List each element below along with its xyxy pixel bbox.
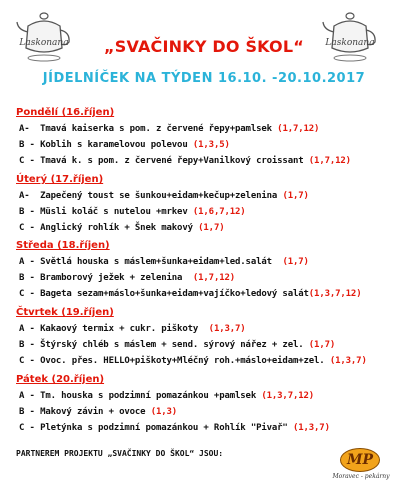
allergens: (1,7,12) xyxy=(308,156,351,166)
allergens: (1,3,5) xyxy=(192,140,230,150)
allergens: (1,7) xyxy=(308,340,336,350)
menu-item-monday-a xyxy=(19,124,319,134)
item-text: Tmavá k. s pom. z červené řepy+Vanilkový croissant xyxy=(40,156,309,166)
item-letter: B - xyxy=(19,207,41,217)
item-letter: A- xyxy=(19,191,41,201)
item-letter: C - xyxy=(19,223,41,233)
item-letter: A- xyxy=(19,124,41,134)
item-letter: B - xyxy=(19,273,41,283)
menu-item-wednesday-c xyxy=(19,289,361,299)
page-title: „SVAČINKY DO ŠKOL“ xyxy=(104,37,304,56)
allergens: (1,3,7) xyxy=(292,423,330,433)
item-text: Anglický rohlík + Šnek makový xyxy=(40,223,199,233)
allergens: (1,6,7,12) xyxy=(192,207,246,217)
menu-item-thursday-c xyxy=(19,356,367,366)
item-text: Müsli koláč s nutelou +mrkev xyxy=(40,207,193,217)
item-letter: A - xyxy=(19,257,41,267)
day-heading-friday: Pátek (20.říjen) xyxy=(16,374,105,385)
menu-item-tuesday-a xyxy=(19,191,309,201)
menu-item-monday-b xyxy=(19,140,230,150)
partner-footer-text: PARTNEREM PROJEKTU „SVAČINKY DO ŠKOL“ JSOU: xyxy=(16,449,224,458)
item-text: Pletýnka s podzimní pomazánkou + Rohlík "Pivař" xyxy=(40,423,293,433)
menu-item-wednesday-b xyxy=(19,273,235,283)
allergens: (1,7,12) xyxy=(277,124,320,134)
item-text: Zapečený toust se šunkou+eidam+kečup+zelenina xyxy=(40,191,283,201)
item-letter: C - xyxy=(19,289,41,299)
menu-item-monday-c xyxy=(19,156,351,166)
allergens: (1,7,12) xyxy=(192,273,236,283)
menu-week-heading: JÍDELNÍČEK NA TÝDEN 16.10. -20.10.2017 xyxy=(42,71,366,86)
item-text: Kakaový termix + cukr. piškoty xyxy=(40,324,209,334)
item-text: Koblih s karamelovou polevou xyxy=(40,140,193,150)
item-text: Štýrský chléb s máslem + send. sýrový nářez + zel. xyxy=(40,340,309,350)
item-letter: B - xyxy=(19,407,41,417)
item-text: Tm. houska s podzimní pomazánkou +pamlsek xyxy=(40,391,262,401)
item-text: Bageta sezam+máslo+šunka+eidam+vajíčko+ledový salát xyxy=(40,289,309,299)
item-letter: A - xyxy=(19,391,41,401)
menu-item-wednesday-a xyxy=(19,257,309,267)
item-text: Ovoc. přes. HELLO+piškoty+Mléčný roh.+máslo+eidam+zel. xyxy=(40,356,330,366)
moravec-pekarny-logo xyxy=(332,448,390,488)
allergens: (1,3,7,12) xyxy=(261,391,315,401)
item-letter: C - xyxy=(19,356,41,366)
item-text: Tmavá kaiserka s pom. z červené řepy+pamlsek xyxy=(40,124,278,134)
allergens: (1,3) xyxy=(150,407,178,417)
menu-item-friday-b xyxy=(19,407,177,417)
item-text: Makový závin + ovoce xyxy=(40,407,151,417)
item-letter: A - xyxy=(19,324,41,334)
mp-logo-caption: Moravec - pekárny xyxy=(332,473,390,480)
logo-text: Laskonana xyxy=(325,38,375,48)
item-text: Světlá houska s máslem+šunka+eidam+led.salát xyxy=(40,257,283,267)
item-letter: B - xyxy=(19,140,41,150)
allergens: (1,7) xyxy=(198,223,225,233)
day-heading-thursday: Čtvrtek (19.říjen) xyxy=(16,307,114,318)
allergens: (1,3,7) xyxy=(329,356,367,366)
menu-item-thursday-b xyxy=(19,340,335,350)
mp-logo-mark: MP xyxy=(340,448,380,472)
menu-item-friday-a xyxy=(19,391,314,401)
day-heading-tuesday: Úterý (17.říjen) xyxy=(16,174,104,185)
logo-text: Laskonana xyxy=(19,38,69,48)
day-heading-monday: Pondělí (16.říjen) xyxy=(16,107,115,118)
item-letter: C - xyxy=(19,423,41,433)
item-letter: B - xyxy=(19,340,41,350)
menu-item-friday-c xyxy=(19,423,330,433)
menu-item-thursday-a xyxy=(19,324,246,334)
allergens: (1,7) xyxy=(282,191,309,201)
allergens: (1,3,7) xyxy=(208,324,246,334)
item-letter: C - xyxy=(19,156,41,166)
allergens: (1,3,7,12) xyxy=(308,289,362,299)
menu-item-tuesday-b xyxy=(19,207,246,217)
item-text: Bramborový ježek + zelenina xyxy=(40,273,193,283)
allergens: (1,7) xyxy=(282,257,309,267)
menu-item-tuesday-c xyxy=(19,223,224,233)
day-heading-wednesday: Středa (18.říjen) xyxy=(16,240,110,251)
